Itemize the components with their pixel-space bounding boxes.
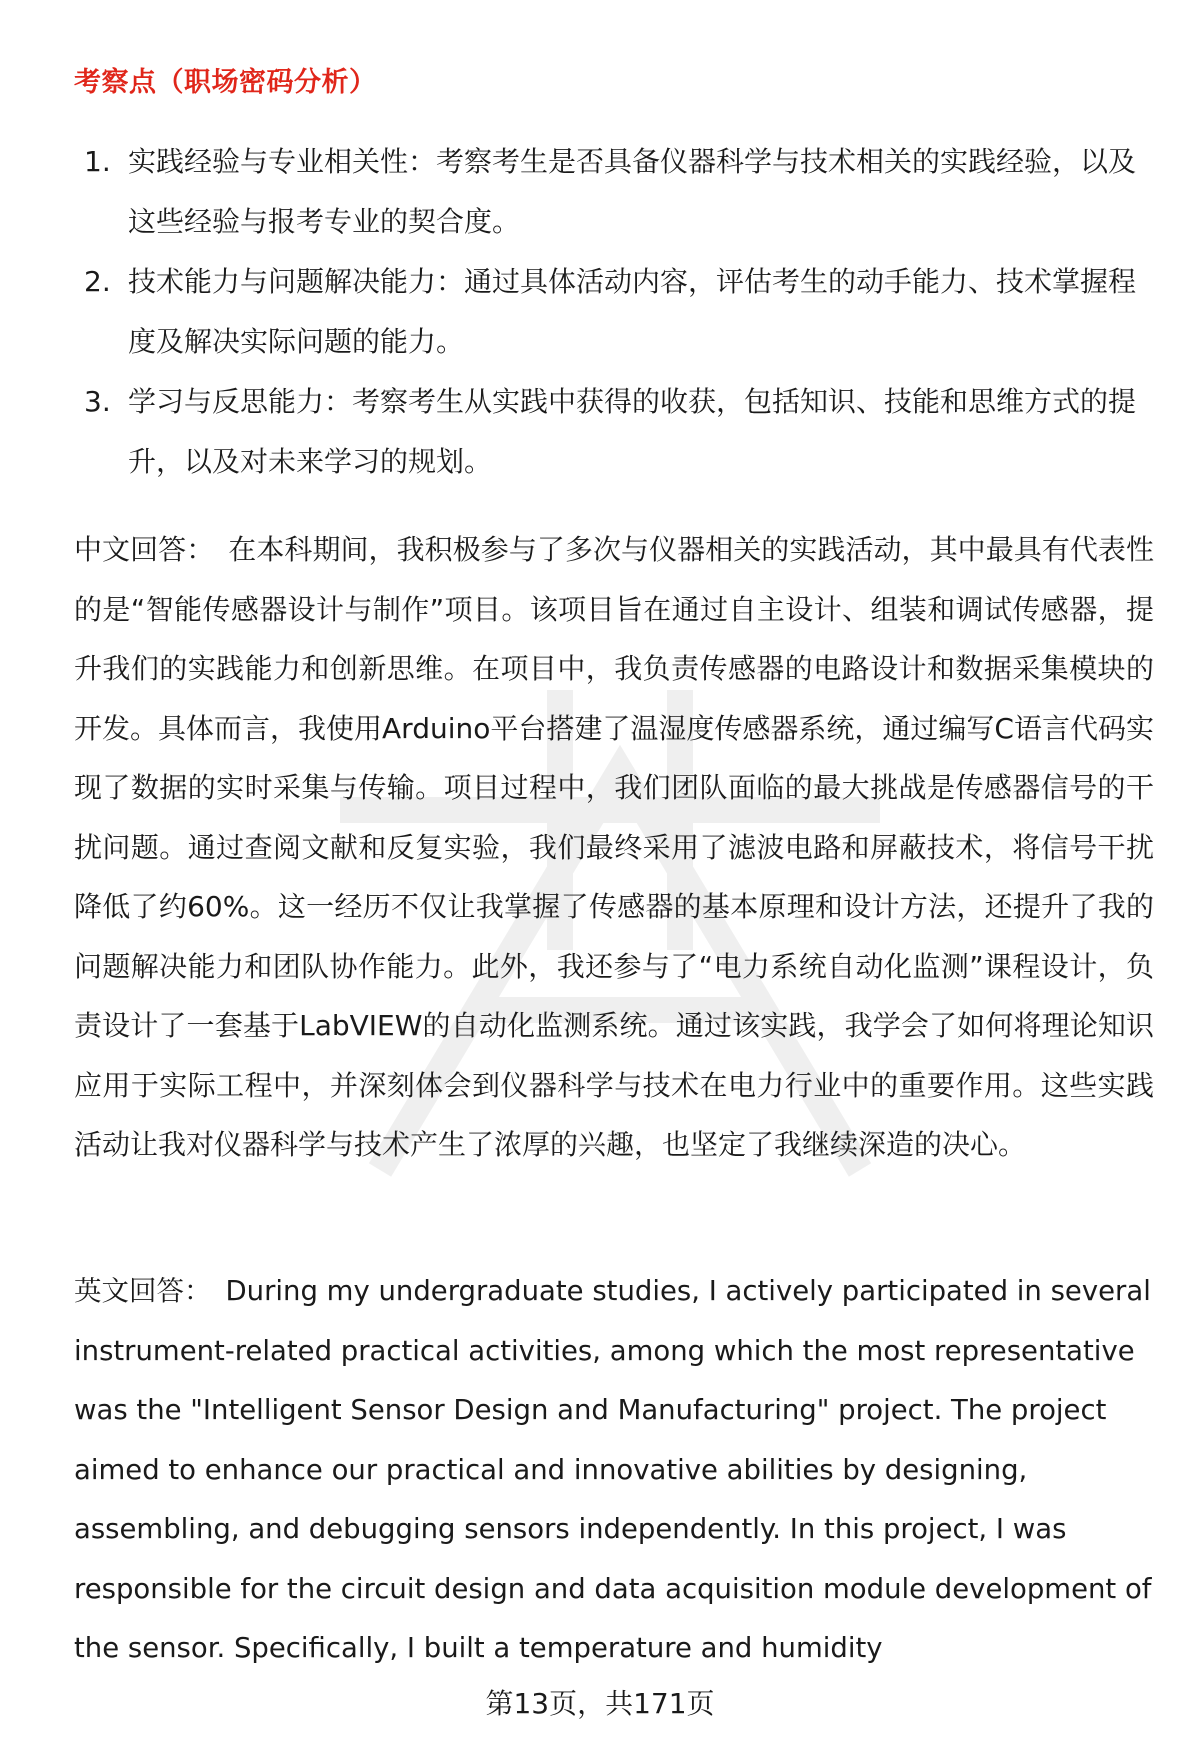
assessment-points-list (84, 132, 1144, 492)
english-answer-paragraph (74, 1262, 1154, 1679)
section-title: 考察点（职场密码分析） (74, 67, 377, 98)
point-number: 2. (84, 265, 111, 298)
chinese-answer-label: 中文回答： (74, 533, 215, 566)
point-number: 1. (84, 145, 111, 178)
chinese-answer-text: 在本科期间，我积极参与了多次与仪器相关的实践活动，其中最具有代表性的是“智能传感器设计与制作”项目。该项目旨在通过自主设计、组装和调试传感器，提升我们的实践能力和创新思维。在项目中，我负责传感器的电路设计和数据采集模块的开发。具体而言，我使用Arduino平台搭建了温湿度传感器系统，通过编写C语言代码实现了数据的实时采集与传输。项目过程中，我们团队面临的最大挑战是传感器信号的干扰问题。通过查阅文献和反复实验，我们最终采用了滤波电路和屏蔽技术，将信号干扰降低了约60%。这一经历不仅让我掌握了传感器的基本原理和设计方法，还提升了我的问题解决能力和团队协作能力。此外，我还参与了“电力系统自动化监测”课程设计，负责设计了一套基于LabVIEW的自动化监测系统。通过该实践，我学会了如何将理论知识应用于实际工程中，并深刻体会到仪器科学与技术在电力行业中的重要作用。这些实践活动让我对仪器科学与技术产生了浓厚的兴趣，也坚定了我继续深造的决心。 (74, 533, 1154, 1161)
point-number: 3. (84, 385, 111, 418)
chinese-answer-paragraph (74, 520, 1154, 1175)
point-text: 技术能力与问题解决能力：通过具体活动内容，评估考生的动手能力、技术掌握程度及解决实际问题的能力。 (128, 265, 1137, 358)
point-text: 实践经验与专业相关性：考察考生是否具备仪器科学与技术相关的实践经验，以及这些经验与报考专业的契合度。 (128, 145, 1137, 238)
page-number-footer: 第13页，共171页 (485, 1687, 715, 1720)
assessment-point (84, 252, 1144, 372)
english-answer-label: 英文回答： (74, 1275, 212, 1307)
point-text: 学习与反思能力：考察考生从实践中获得的收获，包括知识、技能和思维方式的提升，以及对未来学习的规划。 (128, 385, 1137, 478)
assessment-point (84, 132, 1144, 252)
english-answer-text: During my undergraduate studies, I actively participated in several instrument-related practical activities, among which the most representative was the "Intelligent Sensor Design and Manufacturing" project. The project aimed to enhance our practical and innovative abilities by designing, assembling, and debugging sensors independently. In this project, I was responsible for the circuit design and data acquisition module development of the sensor. Specifically, I built a temperature and humidity (74, 1275, 1152, 1664)
assessment-point (84, 372, 1144, 492)
